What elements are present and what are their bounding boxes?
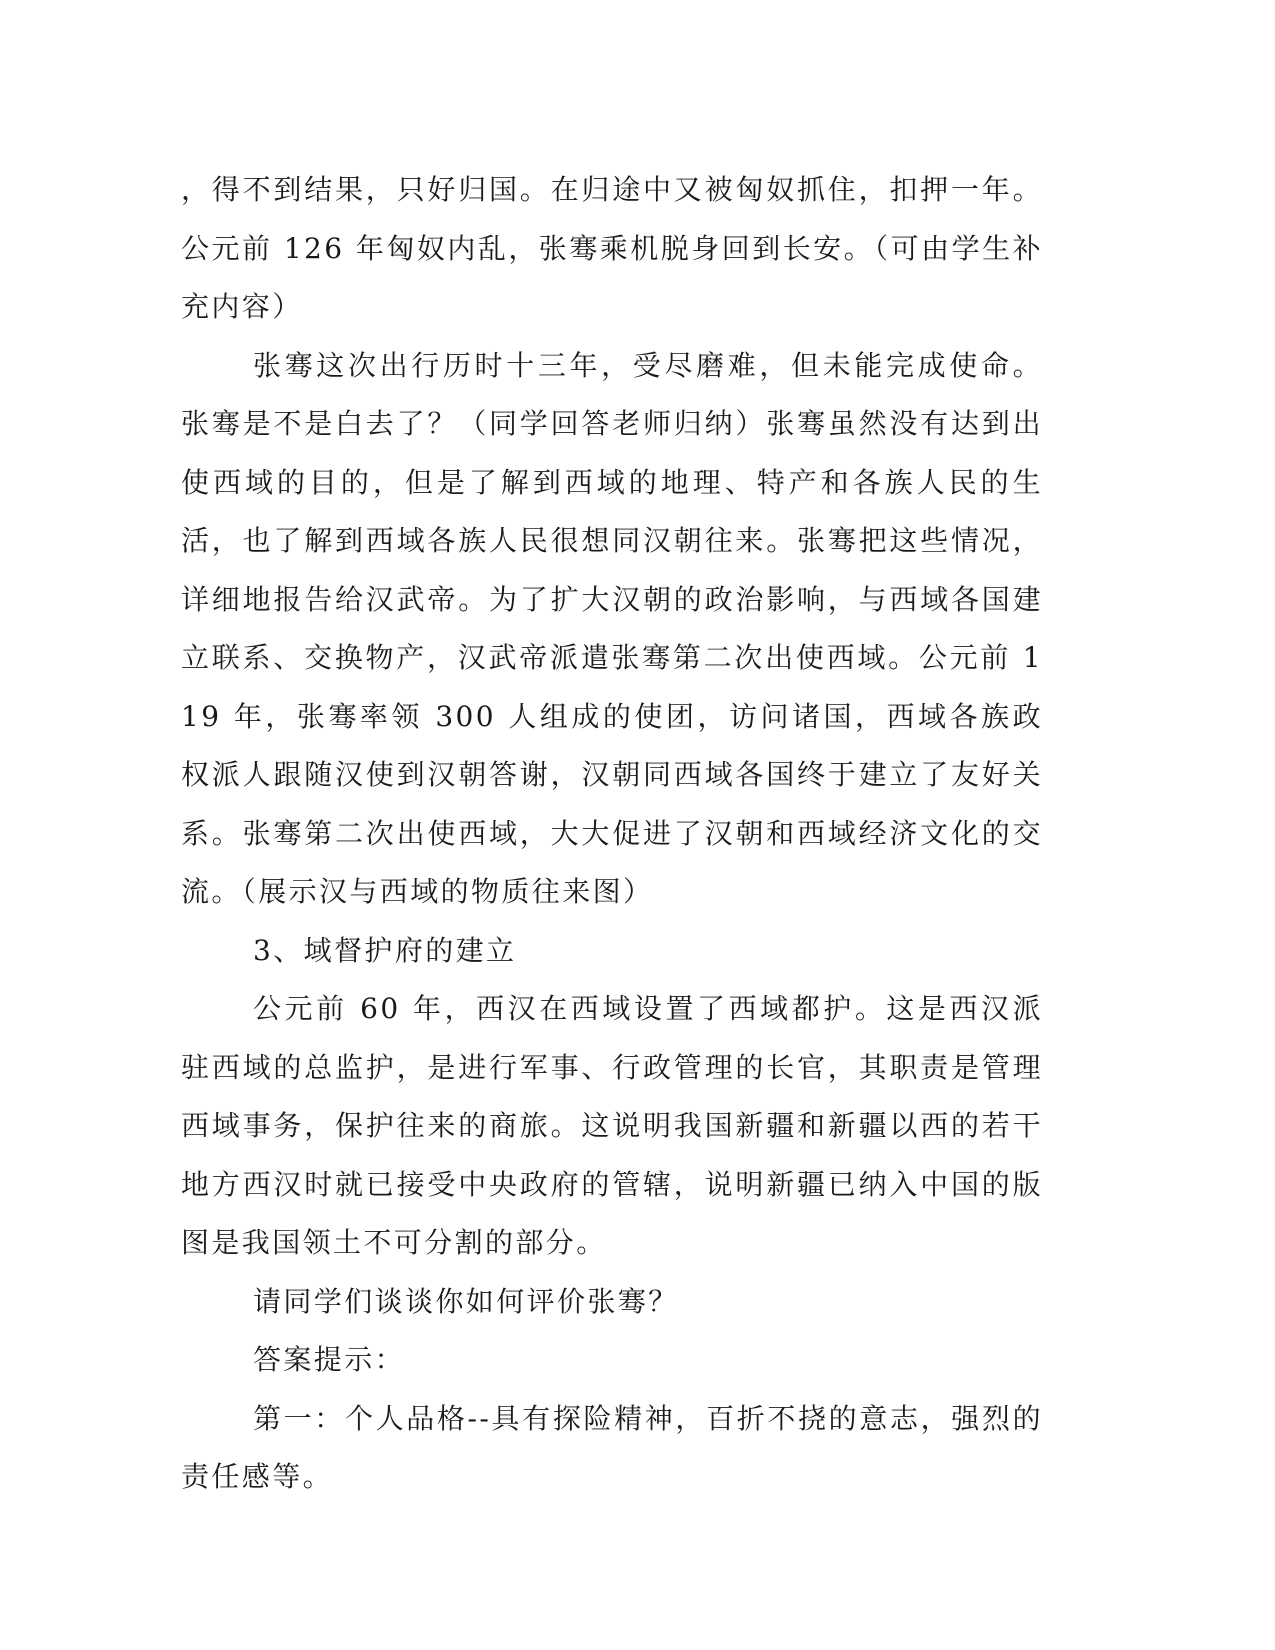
- answer-point-one: 第一：个人品格--具有探险精神，百折不挠的意志，强烈的责任感等。: [181, 1401, 1043, 1493]
- question-evaluate-zhang-qian: 请同学们谈谈你如何评价张骞？: [253, 1284, 679, 1318]
- document-body: [181, 161, 1043, 1507]
- paragraph-zhang-qian-journey: 张骞这次出行历时十三年，受尽磨难，但未能完成使命。张骞是不是白去了？（同学回答老师归纳）张骞虽然没有达到出使西域的目的，但是了解到西域的地理、特产和各族人民的生活，也了解到西域各族人民很想同汉朝往来。张骞把这些情况，详细地报告给汉武帝。为了扩大汉朝的政治影响，与西域各国建立联系、交换物产，汉武帝派遣张骞第二次出使西域。公元前 119 年，张骞率领 300 人组成的使团，访问诸国，西域各族政权派人跟随汉使到汉朝答谢，汉朝同西域各国终于建立了友好关系。张骞第二次出使西域，大大促进了汉朝和西域经济文化的交流。（展示汉与西域的物质往来图）: [181, 348, 1043, 908]
- section-heading-protectorate: 3、域督护府的建立: [253, 933, 517, 967]
- paragraph-protectorate: 公元前 60 年，西汉在西域设置了西域都护。这是西汉派驻西域的总监护，是进行军事、行政管理的长官，其职责是管理西域事务，保护往来的商旅。这说明我国新疆和新疆以西的若干地方西汉时就已接受中央政府的管辖，说明新疆已纳入中国的版图是我国领土不可分割的部分。: [181, 992, 1043, 1259]
- answer-hint-label: 答案提示：: [253, 1343, 406, 1376]
- paragraph-continuation: ，得不到结果，只好归国。在归途中又被匈奴抓住，扣押一年。公元前 126 年匈奴内乱，张骞乘机脱身回到长安。（可由学生补充内容）: [181, 173, 1043, 323]
